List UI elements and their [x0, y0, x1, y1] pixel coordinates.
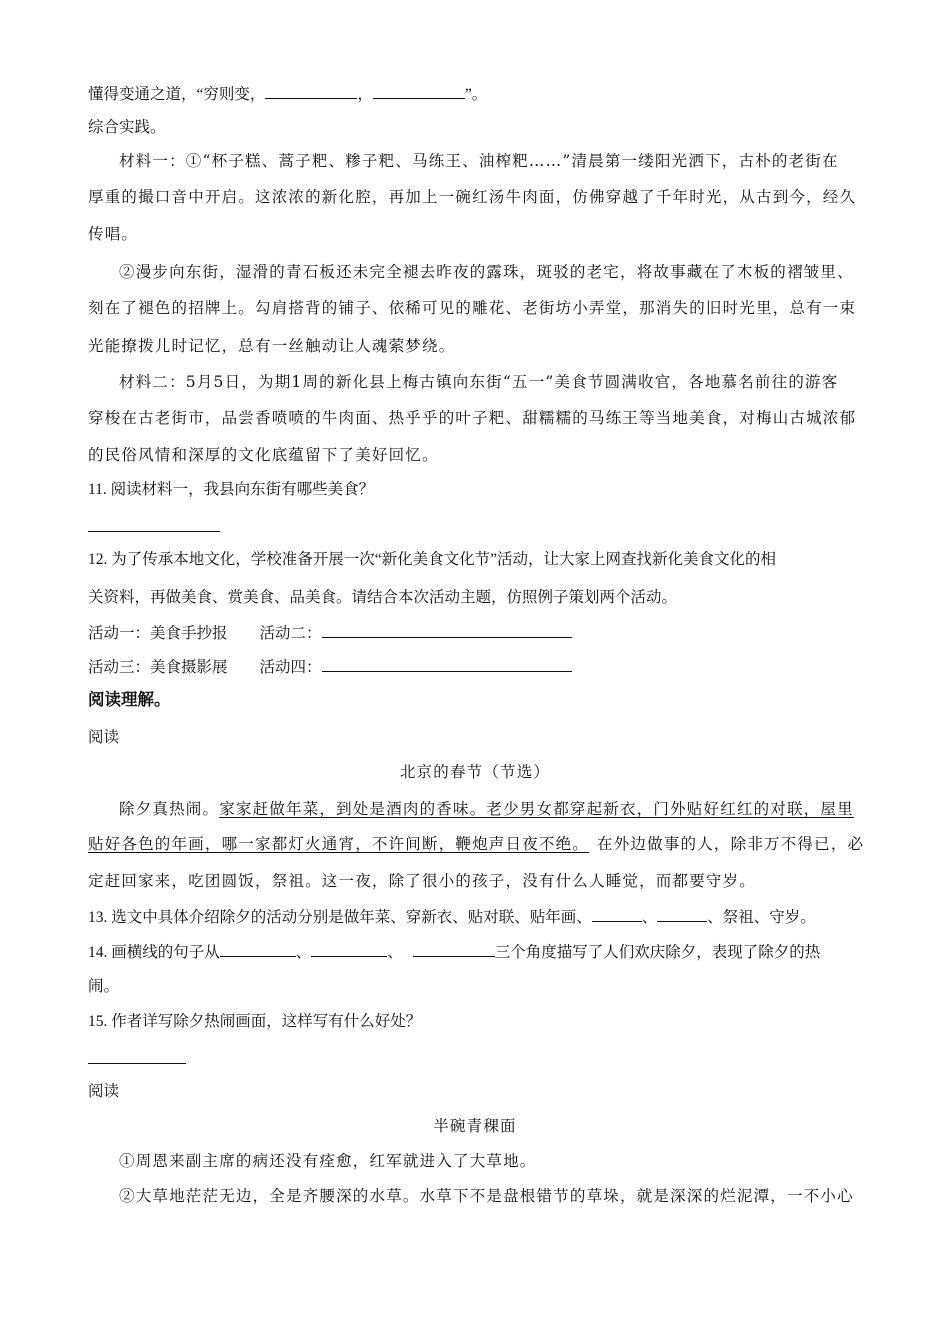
passage-title-barley: 半碗青稞面 — [433, 1117, 517, 1135]
passage-title-beijing: 北京的春节（节选） — [399, 763, 551, 781]
poem-fill-line — [88, 84, 487, 105]
question-15: 15. 作者详写除夕热闹画面，这样写有什么好处？ — [88, 1013, 422, 1030]
question-13-sep: 、 — [641, 909, 658, 926]
underlined-sentence: 家家赶做年菜，到处是酒肉的香味。老少男女都穿起新衣，门外贴好红红的对联，屋里 — [219, 800, 854, 818]
question-14 — [88, 942, 820, 963]
material1-line: 传唱。 — [88, 225, 139, 243]
question-12-line: 关资料，再做美食、赏美食、品美食。请结合本次活动主题，仿照例子策划两个活动。 — [88, 589, 678, 606]
material2-line: 的民俗风情和深厚的文化底蕴留下了美好回忆。 — [88, 446, 439, 464]
poem-fill-sep: ， — [357, 86, 373, 103]
question-14-sep: 、 — [295, 944, 312, 961]
section-title-practice: 综合实践。 — [88, 119, 166, 136]
answer-line[interactable] — [88, 1063, 186, 1064]
activity-row-2 — [88, 657, 572, 678]
material2-line: 材料二：5月5日，为期1周的新化县上梅古镇向东街“五一”美食节圆满收官，各地慕名前往的游客 — [119, 373, 839, 391]
poem-fill-prefix: 懂得变通之道，“穷则变， — [88, 86, 266, 103]
answer-blank[interactable] — [413, 942, 495, 957]
material1-line: 材料一：①“杯子糕、蒿子粑、糁子粑、马练王、油榨粑……”清晨第一缕阳光洒下，古朴的老街在 — [119, 152, 839, 170]
activity-two-blank[interactable] — [322, 623, 572, 638]
question-14-text: 14. 画横线的句子从 — [88, 944, 220, 961]
section-title-reading: 阅读理解。 — [88, 690, 171, 709]
question-13-text: 13. 选文中具体介绍除夕的活动分别是做年菜、穿新衣、贴对联、贴年画、 — [88, 909, 592, 926]
activity-two-label: 活动二： — [259, 625, 322, 642]
passage-line — [88, 834, 864, 854]
activity-four-label: 活动四： — [259, 659, 322, 676]
answer-line[interactable] — [88, 531, 220, 532]
material1-line: ②漫步向东街，湿滑的青石板还未完全褪去昨夜的露珠，斑驳的老宅，将故事藏在了木板的褶皱里、 — [119, 263, 854, 281]
passage-line: 定赶回家来，吃团圆饭，祭祖。这一夜，除了很小的孩子，没有什么人睡觉，而都要守岁。 — [88, 872, 757, 890]
underlined-sentence: 贴好各色的年画，哪一家都灯火通宵，不许间断，鞭炮声日夜不绝。 — [88, 835, 590, 853]
question-13 — [88, 907, 816, 928]
question-14-line2: 闹。 — [88, 978, 120, 995]
material1-line: 光能撩拨儿时记忆，总有一丝触动让人魂萦梦绕。 — [88, 337, 456, 355]
answer-blank[interactable] — [657, 907, 707, 922]
poem-fill-suffix: ”。 — [464, 86, 488, 103]
passage2-line: ②大草地茫茫无边，全是齐腰深的水草。水草下不是盘根错节的草垛，就是深深的烂泥潭，一不小心 — [119, 1187, 854, 1205]
activity-one: 活动一：美食手抄报 — [88, 625, 228, 642]
reading-label: 阅读 — [88, 729, 120, 746]
question-14-sep: 、 — [387, 944, 403, 961]
reading-label: 阅读 — [88, 1083, 120, 1100]
passage-text: 除夕真热闹。 — [119, 800, 220, 818]
answer-blank[interactable] — [311, 942, 387, 957]
question-11: 11. 阅读材料一，我县向东街有哪些美食？ — [88, 481, 375, 498]
passage2-line: ①周恩来副主席的病还没有痊愈，红军就进入了大草地。 — [119, 1152, 537, 1170]
activity-row-1 — [88, 623, 572, 644]
answer-blank[interactable] — [220, 942, 296, 957]
passage-text: 在外边做事的人，除非万不得已，必 — [597, 835, 865, 853]
material1-line: 厚重的撮口音中开启。这浓浓的新化腔，再加上一碗红汤牛肉面，仿佛穿越了千年时光，从古到今，经久 — [88, 188, 857, 206]
activity-three: 活动三：美食摄影展 — [88, 659, 228, 676]
material1-line: 刻在了褪色的招牌上。勾肩搭背的铺子、依稀可见的雕花、老街坊小弄堂，那消失的旧时光里，总有一束 — [88, 299, 857, 317]
answer-blank[interactable] — [592, 907, 642, 922]
question-12-line: 12. 为了传承本地文化，学校准备开展一次“新化美食文化节”活动，让大家上网查找新化美食文化的相 — [88, 551, 777, 568]
material2-line: 穿梭在古老街市，品尝香喷喷的牛肉面、热乎乎的叶子粑、甜糯糯的马练王等当地美食，对梅山古城浓郁 — [88, 409, 857, 427]
answer-blank[interactable] — [373, 84, 465, 99]
activity-four-blank[interactable] — [322, 657, 572, 672]
question-14-suffix: 三个角度描写了人们欢庆除夕，表现了除夕的热 — [494, 944, 821, 961]
question-13-suffix: 、祭祖、守岁。 — [707, 909, 816, 926]
passage-line — [119, 799, 854, 819]
answer-blank[interactable] — [265, 84, 357, 99]
